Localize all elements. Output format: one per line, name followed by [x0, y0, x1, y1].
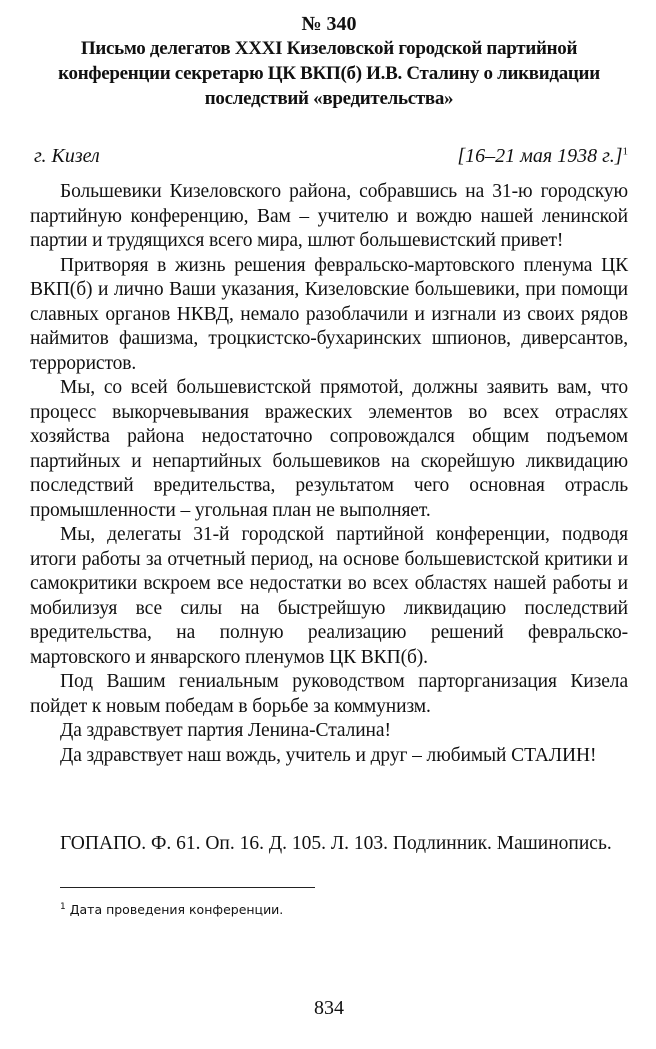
- letter-body: [30, 180, 628, 768]
- date-footnote-mark: 1: [622, 145, 628, 158]
- page-number: 834: [314, 997, 344, 1019]
- paragraph-leadership: Под Вашим гениальным руководством парторганизация Кизела пойдет к новым победам в борьбе за коммунизм.: [30, 671, 628, 717]
- archival-source: [30, 831, 628, 856]
- paragraph-greeting: Большевики Кизеловского района, собравшись на 31-ю городскую партийную конференцию, Вам – учителю и вождю нашей ленинской партии и трудящихся всего мира, шлют большевистский привет!: [30, 181, 628, 251]
- footnote-divider: [60, 887, 315, 888]
- document-page: [30, 0, 628, 1049]
- paragraph-slogan-party: Да здравствует партия Ленина-Сталина!: [60, 720, 391, 741]
- document-date: [16–21 мая 1938 г.]: [457, 145, 623, 167]
- document-date-wrapper: [457, 143, 628, 169]
- footnote: [60, 902, 620, 918]
- paragraph-delegates: Мы, делегаты 31-й городской партийной конференции, подводя итоги работы за отчетный период, на основе большевистской критики и самокритики вскроем все недостатки во всех областях нашей работы и мобилизуя все силы на быстрейшую ликвидацию последствий вредительства, на полную реализацию решений февральско-мартовского и январского пленумов ЦК ВКП(б).: [30, 524, 628, 668]
- document-number: № 340: [301, 13, 357, 35]
- document-place: г. Кизел: [34, 145, 100, 167]
- paragraph-statement: Мы, со всей большевистской прямотой, должны заявить вам, что процесс выкорчевывания вражеских элементов во всех отраслях хозяйства района недостаточно сопровождался общим подъемом партийных и непартийных большевиков на скорейшую ликвидацию последствий вредительства, результатом чего основная отрасль промышленности – угольная план не выполняет.: [30, 377, 628, 521]
- paragraph-exposure: Притворяя в жизнь решения февральско-мартовского пленума ЦК ВКП(б) и лично Ваши указания, Кизеловские большевики, при помощи славных органов НКВД, немало разоблачили и изгнали из своих рядов наймитов фашизма, троцкистско-бухаринских шпионов, диверсантов, террористов.: [30, 254, 628, 374]
- paragraph-slogan-leader: Да здравствует наш вождь, учитель и друг – любимый СТАЛИН!: [60, 744, 597, 766]
- footnote-mark: 1: [60, 901, 66, 912]
- footnote-text: Дата проведения конференции.: [69, 902, 284, 917]
- source-reference: ГОПАПО. Ф. 61. Оп. 16. Д. 105. Л. 103. Подлинник. Машинопись.: [60, 833, 612, 854]
- document-title: Письмо делегатов XXXI Кизеловской городской партийной конференции секретарю ЦК ВКП(б) И.В. Сталину о ликвидации последствий «вредительства»: [58, 38, 600, 109]
